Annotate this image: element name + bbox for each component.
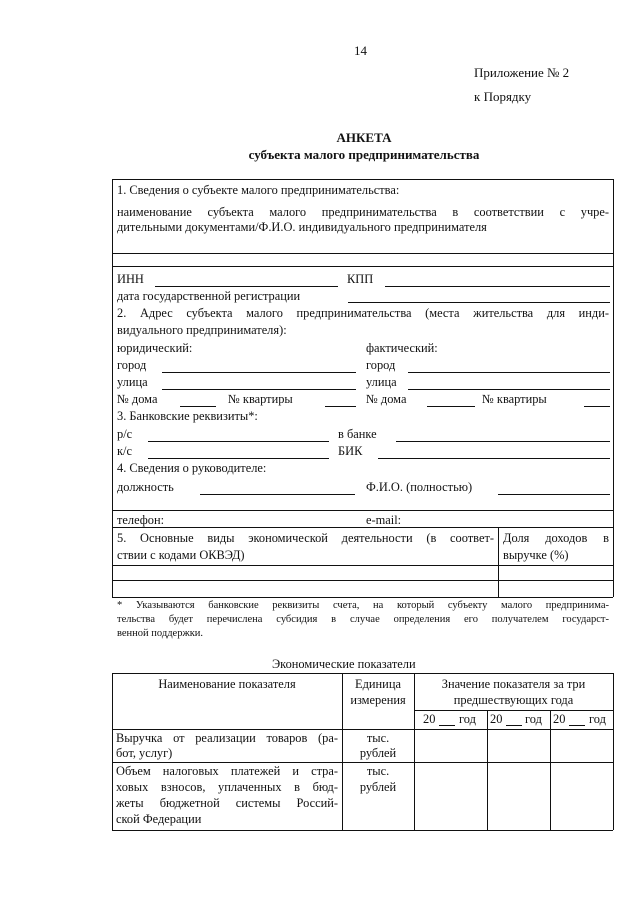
legal-street-label: улица <box>117 375 148 389</box>
year-1-prefix: 20 <box>423 712 436 726</box>
legal-house-label: № дома <box>117 392 158 406</box>
ks-label: к/с <box>117 444 132 458</box>
fio-label: Ф.И.О. (полностью) <box>366 480 473 494</box>
actual-apartment-label: № квартиры <box>482 392 547 406</box>
row-1-name-line-1: Выручка от реализации товаров (ра- <box>116 731 338 745</box>
bank-label: в банке <box>338 427 377 441</box>
actual-address-label: фактический: <box>366 341 438 355</box>
actual-apartment-field[interactable] <box>584 406 610 407</box>
year-3-suffix: год <box>589 712 606 726</box>
row-1-unit-line-2: рублей <box>359 746 397 760</box>
legal-apartment-label: № квартиры <box>228 392 293 406</box>
econ-header-unit-line-2: измерения <box>350 693 406 707</box>
position-label: должность <box>117 480 174 494</box>
row-2-name-line-3: жеты бюджетной системы Россий- <box>116 796 338 810</box>
legal-city-label: город <box>117 358 147 372</box>
section-3-title: 3. Банковские реквизиты*: <box>117 409 258 423</box>
page-number: 14 <box>354 43 367 58</box>
registration-date-field[interactable] <box>348 302 610 303</box>
appendix-line-2: к Порядку <box>474 89 532 104</box>
income-share-line-1: Доля доходов в <box>503 531 609 545</box>
footnote-line-3: венной поддержки. <box>117 628 204 639</box>
year-1-suffix: год <box>459 712 476 726</box>
econ-caption: Экономические показатели <box>272 657 416 671</box>
row-2-name-line-2: ховых взносов, уплаченных в бюд- <box>116 780 338 794</box>
row-2-unit-line-1: тыс. <box>366 764 390 778</box>
email-label: e-mail: <box>366 513 402 527</box>
footnote-line-2: тельства будет перечислена субсидия в случае определения его получателем государст- <box>117 614 609 625</box>
position-field[interactable] <box>200 494 355 495</box>
year-2-suffix: год <box>525 712 542 726</box>
econ-header-name: Наименование показателя <box>158 677 296 691</box>
section-5-title-line-2: ствии с кодами ОКВЭД) <box>117 548 245 562</box>
year-2-field[interactable] <box>506 725 522 726</box>
registration-date-label: дата государственной регистрации <box>117 289 301 303</box>
section-4-title: 4. Сведения о руководителе: <box>117 461 267 475</box>
section-2-title-line-1: 2. Адрес субъекта малого предпринимательства (места жительства для инди- <box>117 306 609 320</box>
actual-city-label: город <box>366 358 396 372</box>
rs-field[interactable] <box>148 441 329 442</box>
econ-header-value-line-2: предшествующих года <box>453 693 574 707</box>
actual-house-field[interactable] <box>427 406 475 407</box>
bank-field[interactable] <box>396 441 610 442</box>
actual-city-field[interactable] <box>408 372 610 373</box>
section-1-title: 1. Сведения о субъекте малого предпринимательства: <box>117 183 400 197</box>
kpp-field[interactable] <box>385 286 610 287</box>
row-2-name-line-1: Объем налоговых платежей и стра- <box>116 764 338 778</box>
legal-house-field[interactable] <box>180 406 216 407</box>
section-5-title-line-1: 5. Основные виды экономической деятельности (в соответ- <box>117 531 494 545</box>
actual-street-label: улица <box>366 375 397 389</box>
rs-label: р/с <box>117 427 133 441</box>
econ-header-value-line-1: Значение показателя за три <box>441 677 586 691</box>
row-2-name-line-4: ской Федерации <box>116 812 202 826</box>
legal-street-field[interactable] <box>162 389 356 390</box>
row-1-name-line-2: бот, услуг) <box>116 746 173 760</box>
income-share-line-2: выручке (%) <box>503 548 569 562</box>
year-2-prefix: 20 <box>490 712 503 726</box>
bik-field[interactable] <box>378 458 610 459</box>
legal-address-label: юридический: <box>117 341 193 355</box>
ks-field[interactable] <box>148 458 329 459</box>
year-3-prefix: 20 <box>553 712 566 726</box>
actual-house-label: № дома <box>366 392 407 406</box>
section-1-text-line-1: наименование субъекта малого предпринимательства в соответствии с учре- <box>117 205 609 219</box>
legal-city-field[interactable] <box>162 372 356 373</box>
row-2-unit-line-2: рублей <box>359 780 397 794</box>
inn-label: ИНН <box>117 272 144 286</box>
row-1-unit-line-1: тыс. <box>366 731 390 745</box>
year-1-field[interactable] <box>439 725 455 726</box>
form-title: АНКЕТА <box>336 130 392 145</box>
appendix-line-1: Приложение № 2 <box>474 65 570 80</box>
econ-header-unit-line-1: Единица <box>355 677 401 691</box>
year-3-field[interactable] <box>569 725 585 726</box>
inn-field[interactable] <box>155 286 338 287</box>
kpp-label: КПП <box>347 272 374 286</box>
actual-street-field[interactable] <box>408 389 610 390</box>
legal-apartment-field[interactable] <box>325 406 356 407</box>
bik-label: БИК <box>338 444 363 458</box>
footnote-line-1: * Указываются банковские реквизиты счета, на который субъекту малого предпринима- <box>117 600 609 611</box>
phone-label: телефон: <box>117 513 165 527</box>
fio-field[interactable] <box>498 494 610 495</box>
section-2-title-line-2: видуального предпринимателя): <box>117 323 287 337</box>
section-1-text-line-2: дительными документами/Ф.И.О. индивидуального предпринимателя <box>117 220 487 234</box>
form-subtitle: субъекта малого предпринимательства <box>248 147 480 162</box>
